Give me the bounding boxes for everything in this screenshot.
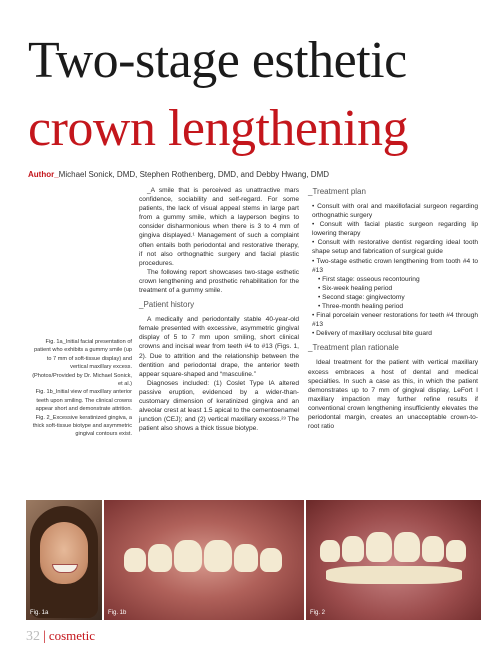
fig-label-1a: Fig. 1a — [30, 610, 49, 616]
tooth-shape — [234, 544, 258, 572]
tooth-shape — [148, 544, 172, 572]
plan-bullet: • Second stage: gingivectomy — [318, 293, 405, 301]
tooth-shape — [174, 540, 202, 572]
figure-captions — [28, 338, 132, 439]
plan-bullet: • First stage: osseous recontouring — [318, 275, 420, 283]
report-paragraph: The following report showcases two-stage esthetic crown lengthening and prosthetic rehabilitation for the treatment of a gummy smile. — [139, 268, 299, 295]
plan-bullet: • Consult with facial plastic surgeon regarding lip lowering therapy — [312, 221, 478, 238]
author-line — [28, 170, 329, 179]
rationale-paragraph: Ideal treatment for the patient with vertical maxillary excess embraces a host of dental and medical specialties. In such a case as this, in which the patient demonstrates up to 7 mm of gingival display, LeFort I maxillary impaction may further refine results if conventional crown lengthening insufficiently elevates the periodontal margin, creates an unacceptable crown-to-root ratio — [308, 359, 478, 431]
plan-bullet: • Delivery of maxillary occlusal bite guard — [312, 330, 432, 338]
body-column-2 — [308, 186, 478, 431]
tooth-shape — [366, 532, 392, 562]
section-heading-rationale: _Treatment plan rationale — [308, 343, 399, 353]
caption-fig-1b: Fig. 1b_Initial view of maxillary anterior teeth upon smiling. The clinical crowns appear short and demonstrate attrition. — [35, 389, 132, 413]
section-heading-treatment-plan: _Treatment plan — [308, 187, 366, 196]
plan-bullet: • Two-stage esthetic crown lengthening from tooth #4 to #13 — [312, 257, 478, 274]
section-heading-patient-history: _Patient history — [139, 300, 195, 310]
body-column-1 — [139, 186, 299, 433]
page-footer — [26, 628, 95, 645]
plan-bullet: • Consult with restorative dentist regarding ideal tooth shape setup and fabrication of surgical guide — [312, 239, 478, 256]
tooth-shape — [320, 540, 340, 562]
author-names: Michael Sonick, DMD, Stephen Rothenberg, DMD, and Debby Hwang, DMD — [58, 170, 330, 179]
caption-fig-2: Fig. 2_Excessive keratinized gingiva, a thick soft-tissue biotype and asymmetric gingival contours exist. — [32, 414, 132, 438]
fig-label-1b: Fig. 1b — [108, 610, 127, 616]
caption-fig-1a: Fig. 1a_Initial facial presentation of patient who exhibits a gummy smile (up to 7 mm of soft-tissue display) and vertical maxillary excess. (Photos/Provided by Dr. Michael Sonick, et al.) — [32, 339, 132, 388]
plan-bullet: • Consult with oral and maxillofacial surgeon regarding orthognathic surgery — [312, 203, 478, 220]
intro-paragraph: _A smile that is perceived as unattractive mars confidence, sociability and self-regard. For some patients, the lack of visual appeal stems in large part from a gummy smile, which a layperson begins to consider disharmonious when there is 3 to 4 mm of gingiva displayed.¹ Management of such a complaint often entails both periodontal and restorative therapy, if not also orthognathic surgery and facial plastic procedures. — [139, 187, 299, 267]
tooth-shape — [342, 536, 364, 562]
author-label: Author_ — [28, 170, 59, 179]
section-name: cosmetic — [48, 628, 96, 643]
fig-label-2: Fig. 2 — [310, 610, 326, 616]
tooth-shape — [446, 540, 466, 562]
article-title-line-1: Two-stage esthetic — [28, 32, 407, 89]
tooth-shape — [124, 548, 146, 572]
tooth-shape — [260, 548, 282, 572]
tooth-shape — [204, 540, 232, 572]
face-shape — [40, 522, 88, 584]
page-number: 32 — [26, 629, 40, 644]
fig-1a-photo — [26, 500, 102, 620]
history-paragraph: A medically and periodontally stable 40-year-old female presented with excessive, asymmetric gingival display of 5 to 7 mm upon smiling, short clinical crowns and incisal wear from teeth #4 to #13 (Figs. 1, 2). Due to attrition and the relationship between the dentition and periodontal drape, the anterior teeth appear square-shaped and “masculine.” — [139, 316, 299, 378]
plan-bullet: • Final porcelain veneer restorations for teeth #4 through #13 — [312, 312, 478, 329]
footer-separator: | — [43, 629, 46, 644]
plan-bullet: • Six-week healing period — [318, 284, 393, 292]
fig-1b-photo — [104, 500, 304, 620]
tooth-shape — [394, 532, 420, 562]
tooth-shape — [422, 536, 444, 562]
plan-bullet: • Three-month healing period — [318, 303, 404, 311]
article-title-line-2: crown lengthening — [28, 100, 408, 157]
fig-2-photo — [306, 500, 481, 620]
figure-photo-strip — [26, 500, 481, 620]
lower-teeth-shape — [326, 566, 462, 584]
diagnosis-paragraph: Diagnoses included: (1) Coslet Type IA altered passive eruption, evidenced by a wider-than-customary dimension of keratinized gingiva and an alveolar crest at least 1.5 apical to the cementoenamel junction (CEJ); and (2) vertical maxillary excess.²³ The patient also shows a thick tissue biotype. — [139, 379, 299, 433]
